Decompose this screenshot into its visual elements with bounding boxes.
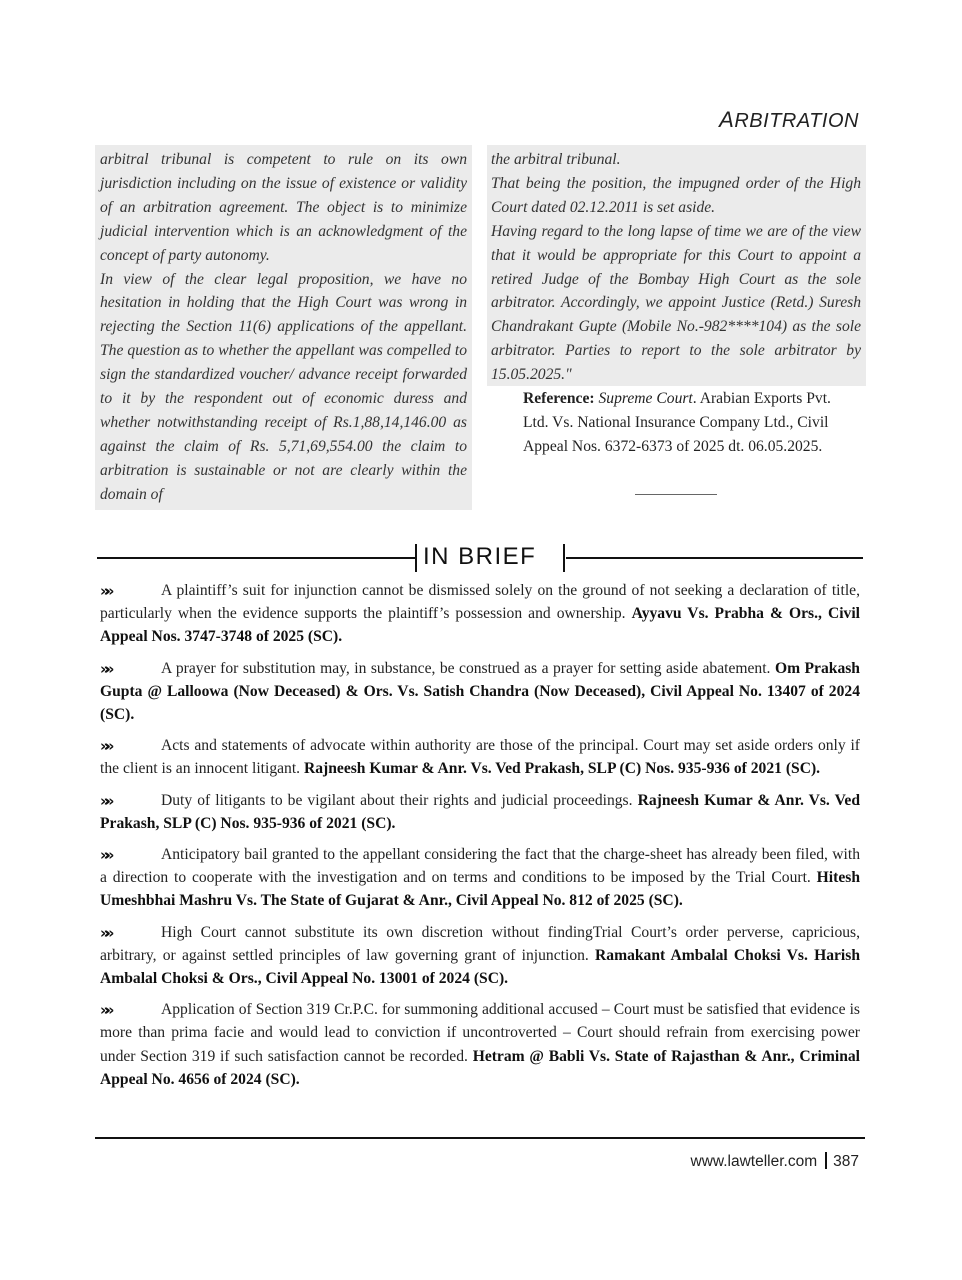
in-brief-bar-left: [415, 544, 417, 572]
double-chevron-icon: »»: [100, 846, 110, 865]
brief-text: A prayer for substitution may, in substance, be construed as a prayer for setting aside abatement.: [161, 659, 775, 677]
brief-text: A plaintiff’s suit for injunction cannot be dismissed solely on the ground of not seeking a declaration of title, particularly when the evidence supports the plaintiff’s possession and ownership.: [100, 582, 860, 623]
case-reference: [523, 387, 841, 459]
brief-item: [100, 843, 860, 913]
section-title-initial: A: [719, 107, 735, 132]
brief-text: Anticipatory bail granted to the appellant considering the fact that the charge-sheet has already been filed, with a direction to cooperate with the investigation and on terms and conditions to be imposed by the Trial Court.: [100, 846, 860, 887]
footer-separator: [825, 1152, 827, 1169]
page-number: 387: [833, 1153, 859, 1170]
section-title-rest: RBITRATION: [734, 110, 859, 132]
brief-citation: Rajneesh Kumar & Anr. Vs. Ved Prakash, SLP (C) Nos. 935-936 of 2021 (SC).: [100, 791, 860, 832]
brief-citation: Hitesh Umeshbhai Mashru Vs. The State of Gujarat & Anr., Civil Appeal No. 812 of 2025 (SC).: [100, 869, 860, 910]
brief-item: [100, 998, 860, 1091]
brief-citation: Hetram @ Babli Vs. State of Rajasthan & Anr., Criminal Appeal No. 4656 of 2024 (SC).: [100, 1047, 860, 1088]
in-brief-rule-left: [97, 557, 415, 559]
brief-text: Acts and statements of advocate within authority are those of the principal. Court may set aside orders only if the client is an innocent litigant.: [100, 737, 860, 778]
brief-citation: Ayyavu Vs. Prabha & Ors., Civil Appeal Nos. 3747-3748 of 2025 (SC).: [100, 605, 860, 646]
in-brief-rule-right: [566, 557, 863, 559]
brief-item: [100, 657, 860, 727]
right-paragraph: That being the position, the impugned order of the High Court dated 02.12.2011 is set aside.: [491, 174, 861, 216]
in-brief-bar-right: [563, 544, 565, 572]
double-chevron-icon: »»: [100, 923, 110, 942]
brief-item: [100, 579, 860, 649]
footer-rule: [95, 1137, 865, 1139]
reference-court: Supreme Court: [598, 390, 693, 407]
right-paragraph: Having regard to the long lapse of time we are of the view that it would be appropriate for this Court to appoint a retired Judge of the Bombay High Court as the sole arbitrator. Accordingly, we appoint Justice (Retd.) Suresh Chandrakant Gupte (Mobile No.-982****104) as the sole arbitrator. Parties to report to the sole arbitrator by 15.05.2025.": [491, 222, 861, 384]
double-chevron-icon: »»: [100, 1001, 110, 1020]
section-title: [719, 107, 859, 133]
brief-citation: Ramakant Ambalal Choksi Vs. Harish Ambalal Choksi & Ors., Civil Appeal No. 13001 of 2024 (SC).: [100, 946, 860, 988]
reference-label: Reference:: [523, 390, 595, 407]
double-chevron-icon: »»: [100, 737, 110, 756]
footer-website[interactable]: www.lawteller.com: [690, 1153, 818, 1170]
left-quote-column: [95, 145, 472, 510]
double-chevron-icon: »»: [100, 582, 110, 600]
page-footer: [691, 1152, 860, 1171]
brief-item: [100, 734, 860, 780]
double-chevron-icon: »»: [100, 659, 110, 678]
double-chevron-icon: »»: [100, 791, 110, 810]
reference-text: . Arabian Exports Pvt. Ltd. Vs. National Insurance Company Ltd., Civil Appeal Nos. 6372-6373 of 2025 dt. 06.05.2025.: [523, 390, 831, 455]
reference-divider: [635, 494, 717, 495]
right-quote-column: [487, 145, 866, 386]
left-paragraph: In view of the clear legal proposition, we have no hesitation in holding that the High Court was wrong in rejecting the Section 11(6) applications of the appellant. The question as to whether the appellant was compelled to sign the standardized voucher/ advance receipt forwarded to it by the respondent out of economic duress and whether notwithstanding receipt of Rs.1,88,14,146.00 as against the claim of Rs. 5,71,69,554.00 the claim to arbitration is sustainable or not are clearly within the domain of: [100, 270, 467, 503]
left-paragraph: arbitral tribunal is competent to rule on its own jurisdiction including on the issue of existence or validity of an arbitration agreement. The object is to minimize judicial intervention which is an acknowledgment of the concept of party autonomy.: [100, 151, 467, 264]
in-brief-heading: IN BRIEF: [423, 543, 537, 570]
brief-citation: Om Prakash Gupta @ Lalloowa (Now Deceased) & Ors. Vs. Satish Chandra (Now Deceased), Civil Appeal No. 13407 of 2024 (SC).: [100, 659, 860, 724]
brief-citation: Rajneesh Kumar & Anr. Vs. Ved Prakash, SLP (C) Nos. 935-936 of 2021 (SC).: [303, 760, 821, 778]
brief-text: Application of Section 319 Cr.P.C. for summoning additional accused – Court must be satisfied that evidence is more than prima facie and would lead to conviction if uncontroverted – Court should refrain from exercising power under Section 319 if such satisfaction cannot be recorded.: [100, 1001, 860, 1065]
brief-item: [100, 789, 860, 835]
right-paragraph: the arbitral tribunal.: [491, 151, 621, 168]
in-brief-list: [100, 579, 860, 1099]
brief-text: High Court cannot substitute its own discretion without findingTrial Court’s order perverse, capricious, arbitrary, or against settled principles of law governing grant of injunction.: [100, 923, 860, 964]
brief-item: [100, 921, 860, 991]
brief-text: Duty of litigants to be vigilant about their rights and judicial proceedings.: [161, 791, 638, 809]
